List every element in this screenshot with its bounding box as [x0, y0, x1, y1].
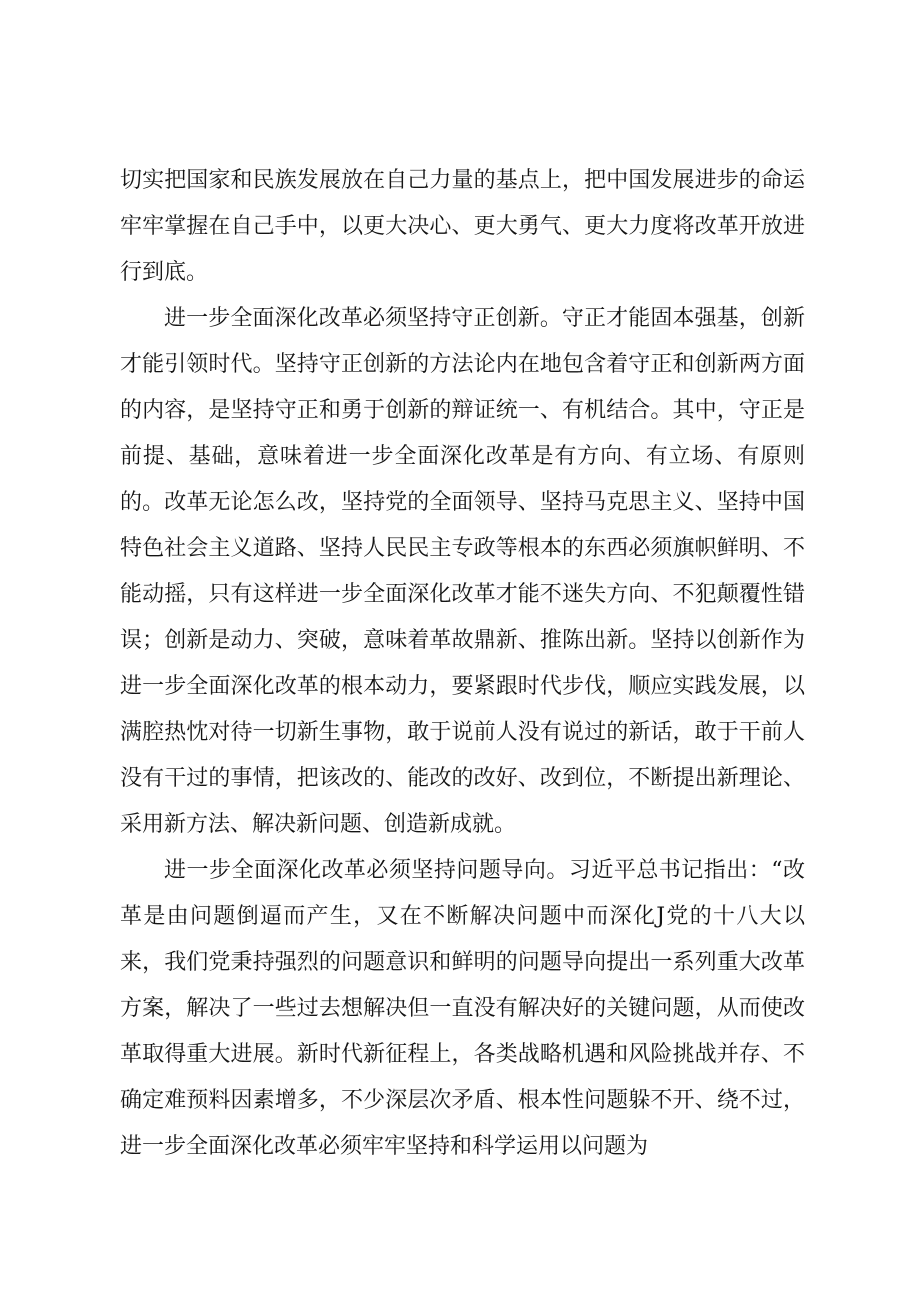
paragraph-continuation: 切实把国家和民族发展放在自己力量的基点上，把中国发展进步的命运牢牢掌握在自己手中，以更大决心、更大勇气、更大力度将改革开放进行到底。 [120, 168, 805, 285]
paragraph-problem-orientation: 进一步全面深化改革必须坚持问题导向。习近平总书记指出：“改革是由问题倒逼而产生，又在不断解决问题中而深化J党的十八大以来，我们党秉持强烈的问题意识和鲜明的问题导向提出一系列重大改革方案，解决了一些过去想解决但一直没有解决好的关键问题，从而使改革取得重大进展。新时代新征程上，各类战略机遇和风险挑战并存、不确定难预料因素增多，不少深层次矛盾、根本性问题躲不开、绕不过，进一步全面深化改革必须牢牢坚持和科学运用以问题为 [120, 858, 805, 1159]
body-text [120, 158, 805, 1170]
paragraph-innovation: 进一步全面深化改革必须坚持守正创新。守正才能固本强基，创新才能引领时代。坚持守正创新的方法论内在地包含着守正和创新两方面的内容，是坚持守正和勇于创新的辩证统一、有机结合。其中，守正是前提、基础，意味着进一步全面深化改革是有方向、有立场、有原则的。改革无论怎么改，坚持党的全面领导、坚持马克思主义、坚持中国特色社会主义道路、坚持人民民主专政等根本的东西必须旗帜鲜明、不能动摇，只有这样进一步全面深化改革才能不迷失方向、不犯颠覆性错误；创新是动力、突破，意味着革故鼎新、推陈出新。坚持以创新作为进一步全面深化改革的根本动力，要紧跟时代步伐，顺应实践发展，以满腔热忱对待一切新生事物，敢于说前人没有说过的新话，敢于干前人没有干过的事情，把该改的、能改的改好、改到位，不断提出新理论、采用新方法、解决新问题、创造新成就。 [120, 306, 805, 837]
